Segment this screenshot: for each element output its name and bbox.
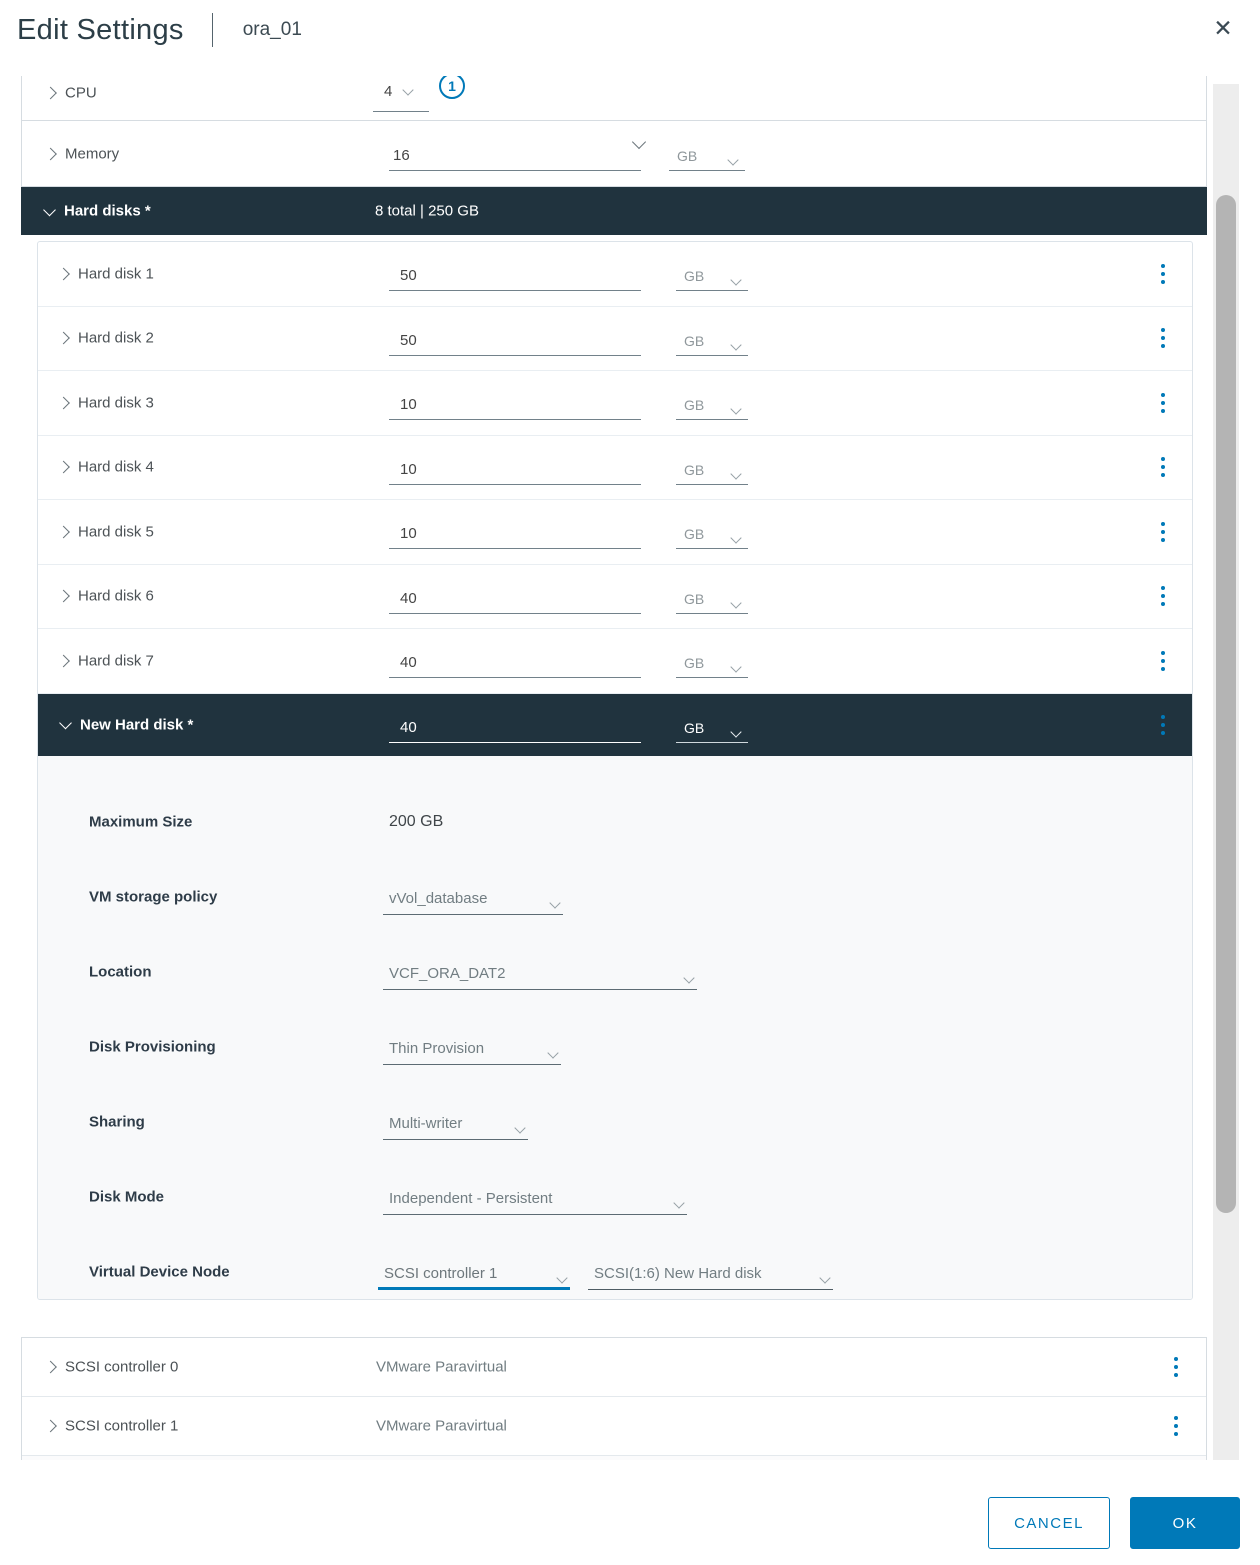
chevron-down-icon: [730, 532, 741, 543]
page-title: Edit Settings: [17, 13, 184, 46]
chevron-right-icon: [57, 267, 70, 280]
chevron-down-icon: [632, 135, 646, 149]
memory-unit-value: GB: [677, 148, 698, 164]
sharing-label: Sharing: [89, 1113, 145, 1130]
controller-list: [21, 1337, 1207, 1460]
new-disk-expander[interactable]: [61, 716, 193, 733]
controller-type: VMware Paravirtual: [376, 1358, 507, 1376]
hard-disk-row: [38, 629, 1192, 694]
cpu-label: CPU: [65, 84, 97, 101]
controller-label: SCSI controller 0: [65, 1358, 179, 1376]
chevron-down-icon: [727, 154, 738, 165]
hard-disk-row: [38, 371, 1192, 436]
chevron-right-icon: [57, 525, 70, 538]
chevron-right-icon: [57, 396, 70, 409]
disk-unit-select[interactable]: GB: [676, 324, 748, 356]
maximum-size-value: 200 GB: [389, 812, 444, 830]
disk-size-input[interactable]: 40: [389, 581, 641, 614]
controller-label: SCSI controller 1: [65, 1417, 179, 1435]
disk-unit-select[interactable]: GB: [676, 517, 748, 549]
disk-size-input[interactable]: 40: [389, 645, 641, 678]
chevron-right-icon: [57, 332, 70, 345]
title-divider: [212, 13, 213, 47]
close-icon[interactable]: ✕: [1213, 14, 1233, 41]
chevron-down-icon: [683, 972, 694, 983]
maximum-size-label: Maximum Size: [89, 813, 193, 830]
disk-size-input[interactable]: 50: [389, 258, 641, 291]
cpu-info-badge-icon[interactable]: 1: [439, 76, 465, 99]
hard-disk-row: [38, 436, 1192, 501]
chevron-down-icon: [43, 203, 56, 216]
chevron-right-icon: [57, 461, 70, 474]
chevron-down-icon: [819, 1272, 830, 1283]
disk-provisioning-label: Disk Provisioning: [89, 1038, 216, 1055]
new-disk-unit-select[interactable]: GB: [676, 711, 748, 743]
general-settings-group: [21, 76, 1207, 187]
hard-disks-section-header[interactable]: [21, 187, 1207, 235]
scrollbar-track[interactable]: [1213, 84, 1239, 1488]
memory-expander[interactable]: [46, 145, 119, 162]
chevron-down-icon: [730, 597, 741, 608]
chevron-right-icon: [44, 1361, 57, 1374]
disk-label: Hard disk 2: [78, 329, 154, 347]
chevron-down-icon: [403, 84, 414, 95]
dialog-footer: [0, 1460, 1260, 1565]
disk-label: Hard disk 1: [78, 265, 154, 283]
disk-unit-select[interactable]: GB: [676, 646, 748, 678]
chevron-down-icon: [549, 897, 560, 908]
disk-unit-select[interactable]: GB: [676, 453, 748, 485]
scsi-controller-row: [22, 1397, 1206, 1456]
new-hard-disk-row[interactable]: [38, 694, 1192, 756]
vm-name: ora_01: [242, 19, 302, 40]
chevron-right-icon: [44, 147, 57, 160]
memory-unit-select[interactable]: [669, 139, 745, 171]
location-label: Location: [89, 963, 152, 980]
chevron-right-icon: [57, 590, 70, 603]
virtual-device-node-label: Virtual Device Node: [89, 1263, 230, 1280]
kebab-menu-icon[interactable]: [1168, 1351, 1184, 1383]
disk-expander[interactable]: [59, 523, 154, 540]
vm-storage-policy-label: VM storage policy: [89, 888, 218, 905]
disk-expander[interactable]: [59, 588, 154, 605]
sharing-select[interactable]: Multi-writer: [383, 1106, 528, 1140]
disk-unit-select[interactable]: GB: [676, 582, 748, 614]
disk-mode-label: Disk Mode: [89, 1188, 165, 1205]
hard-disk-row: [38, 500, 1192, 565]
chevron-down-icon: [514, 1122, 525, 1133]
kebab-menu-icon[interactable]: [1155, 645, 1171, 677]
chevron-down-icon: [556, 1272, 567, 1283]
scsi-node-select[interactable]: SCSI(1:6) New Hard disk: [588, 1256, 833, 1290]
cancel-button[interactable]: CANCEL: [988, 1497, 1110, 1549]
chevron-down-icon: [547, 1047, 558, 1058]
hard-disk-row: [38, 307, 1192, 372]
chevron-down-icon: [730, 661, 741, 672]
hard-disks-summary: 8 total | 250 GB: [375, 202, 479, 220]
disk-label: Hard disk 5: [78, 523, 154, 541]
sharing-field: [38, 1094, 1192, 1150]
memory-combobox-toggle[interactable]: [634, 134, 656, 150]
chevron-down-icon: [730, 468, 741, 479]
kebab-menu-icon[interactable]: [1155, 451, 1171, 483]
settings-scroll-area: [21, 76, 1207, 1460]
memory-size-value: 16: [393, 147, 410, 164]
memory-row: [22, 121, 1206, 187]
hard-disk-row: [38, 565, 1192, 630]
memory-size-input[interactable]: [389, 139, 641, 171]
cpu-expander[interactable]: [46, 84, 97, 101]
disk-unit-select[interactable]: GB: [676, 259, 748, 291]
maximum-size-field: [38, 794, 1192, 850]
scrollbar-thumb[interactable]: [1216, 195, 1236, 1213]
chevron-right-icon: [44, 1420, 57, 1433]
new-disk-detail-panel: [38, 756, 1192, 1300]
disk-size-input[interactable]: 10: [389, 452, 641, 485]
location-select[interactable]: VCF_ORA_DAT2: [383, 956, 697, 990]
kebab-menu-icon[interactable]: [1168, 1410, 1184, 1442]
chevron-down-icon: [59, 717, 72, 730]
disk-label: Hard disk 4: [78, 458, 154, 476]
cpu-count-value: 4: [384, 83, 393, 100]
disk-size-input[interactable]: 50: [389, 323, 641, 356]
cpu-count-select[interactable]: [373, 78, 429, 112]
chevron-down-icon: [730, 339, 741, 350]
chevron-down-icon: [673, 1197, 684, 1208]
scsi-controller-row: [22, 1338, 1206, 1397]
kebab-menu-icon[interactable]: [1155, 709, 1171, 741]
disk-mode-select[interactable]: Independent - Persistent: [383, 1181, 687, 1215]
disk-expander[interactable]: [59, 394, 154, 411]
disk-mode-field: [38, 1169, 1192, 1225]
memory-label: Memory: [65, 145, 120, 162]
chevron-down-icon: [730, 403, 741, 414]
vm-storage-policy-select[interactable]: vVol_database: [383, 881, 563, 915]
kebab-menu-icon[interactable]: [1155, 322, 1171, 354]
disk-provisioning-select[interactable]: Thin Provision: [383, 1031, 561, 1065]
disk-provisioning-field: [38, 1019, 1192, 1075]
disk-label: Hard disk 6: [78, 587, 154, 605]
virtual-device-node-field: [38, 1244, 1192, 1300]
disk-unit-select[interactable]: GB: [676, 388, 748, 420]
new-disk-size-input[interactable]: 40: [389, 710, 641, 743]
chevron-right-icon: [57, 654, 70, 667]
chevron-down-icon: [730, 274, 741, 285]
controller-expander[interactable]: [46, 1359, 178, 1376]
controller-type: VMware Paravirtual: [376, 1417, 507, 1435]
chevron-right-icon: [44, 86, 57, 99]
kebab-menu-icon[interactable]: [1155, 258, 1171, 290]
disk-size-input[interactable]: 10: [389, 516, 641, 549]
disk-expander[interactable]: [59, 459, 154, 476]
disk-list: [37, 241, 1193, 1300]
disk-label: Hard disk 3: [78, 394, 154, 412]
disk-expander[interactable]: [59, 652, 154, 669]
location-field: [38, 944, 1192, 1000]
hard-disks-section-label: Hard disks *: [64, 202, 151, 220]
kebab-menu-icon[interactable]: [1155, 516, 1171, 548]
controller-expander[interactable]: [46, 1418, 178, 1435]
kebab-menu-icon[interactable]: [1155, 580, 1171, 612]
disk-expander[interactable]: [59, 265, 154, 282]
disk-size-input[interactable]: 10: [389, 387, 641, 420]
ok-button[interactable]: OK: [1130, 1497, 1240, 1549]
vm-storage-policy-field: [38, 869, 1192, 925]
hard-disk-row: [38, 242, 1192, 307]
new-disk-label: New Hard disk *: [80, 716, 194, 733]
chevron-down-icon: [730, 726, 741, 737]
disk-expander[interactable]: [59, 330, 154, 347]
disk-label: Hard disk 7: [78, 652, 154, 670]
kebab-menu-icon[interactable]: [1155, 387, 1171, 419]
dialog-header: [0, 0, 1260, 60]
scsi-controller-select[interactable]: SCSI controller 1: [378, 1256, 570, 1290]
cpu-row: [22, 76, 1206, 121]
